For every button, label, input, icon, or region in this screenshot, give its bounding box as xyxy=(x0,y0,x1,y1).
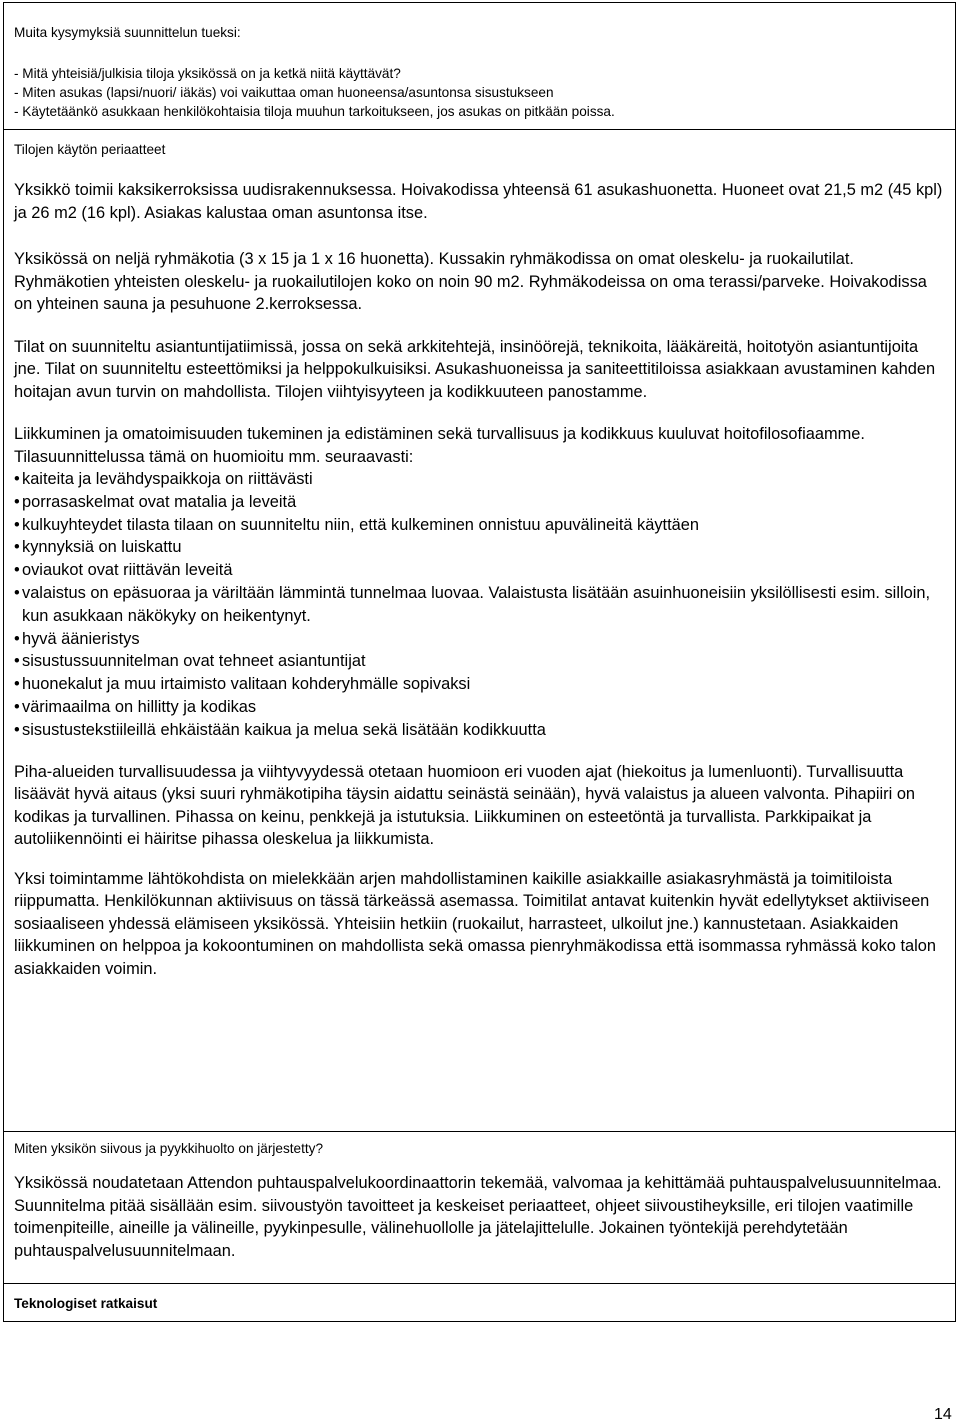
page-number: 14 xyxy=(934,1406,952,1423)
list-item: • hyvä äänieristys xyxy=(14,628,945,651)
planning-questions-cell xyxy=(3,2,956,130)
cleaning-heading: Miten yksikön siivous ja pyykkihuolto on järjestetty? xyxy=(14,1141,324,1156)
list-item: • oviaukot ovat riittävän leveitä xyxy=(14,559,945,582)
technology-cell xyxy=(3,1284,956,1322)
list-item: • värimaailma on hillitty ja kodikas xyxy=(14,696,945,719)
list-item: • sisustustekstiileillä ehkäistään kaikua ja melua sekä lisätään kodikkuutta xyxy=(14,719,945,742)
premises-paragraph-6: Yksi toimintamme lähtökohdista on mielekkään arjen mahdollistaminen kaikille asiakkaille asiakasryhmästä ja toimitiloista riippumatta. Henkilökunnan aktiivisuus on tässä tärkeässä asemassa. Toimitilat antavat kuitenkin hyvät edellytykset aktiiviseen sosiaaliseen yhdessä elämiseen yksikössä. Yhteisiin hetkiin (ruokailut, harrasteet, ulkoilut jne.) kannustetaan. Asiakkaiden liikkuminen on helppoa ja kokoontuminen on mahdollista sekä omassa pienryhmäkodissa että isommassa ryhmässä koko talon asiakkaiden voimin. xyxy=(14,869,936,978)
planning-line-3: - Käytetäänkö asukkaan henkilökohtaisia tiloja muuhun tarkoitukseen, jos asukas on pitkään poissa. xyxy=(14,104,615,119)
planning-heading: Muita kysymyksiä suunnittelun tueksi: xyxy=(14,25,241,40)
premises-paragraph-5: Piha-alueiden turvallisuudessa ja viihtyvyydessä otetaan huomioon eri vuoden ajat (hiekoitus ja lumenluonti). Turvallisuutta lisäävät hyvä aitaus (yksi suuri ryhmäkotipiha täysin aidattu seinästä seinään), hyvä valaistus ja alueen valvonta. Pihapiiri on kodikas ja turvallinen. Pihassa on keinu, penkkejä ja istutuksia. Liikkuminen on esteetöntä ja turvallista. Parkkipaikat ja autoliikennöinti ei häiritse pihassa oleskelua ja liikkumista. xyxy=(14,762,916,849)
list-item: • porrasaskelmat ovat matalia ja leveitä xyxy=(14,491,945,514)
premises-bullet-list xyxy=(14,468,945,742)
list-item: • valaistus on epäsuoraa ja väriltään lämmintä tunnelmaa luovaa. Valaistusta lisätään asuinhuoneisiin yksilöllisesti esim. silloin, kun asukkaan näkökyky on heikentynyt. xyxy=(14,582,945,628)
premises-paragraph-1: Yksikkö toimii kaksikerroksissa uudisrakennuksessa. Hoivakodissa yhteensä 61 asukashuonetta. Huoneet ovat 21,5 m2 (45 kpl) ja 26 m2 (16 kpl). Asiakas kalustaa oman asuntonsa itse. xyxy=(14,181,943,222)
list-item: • kulkuyhteydet tilasta tilaan on suunniteltu niin, että kulkeminen onnistuu apuvälineitä käyttäen xyxy=(14,514,945,537)
list-item: • kynnyksiä on luiskattu xyxy=(14,536,945,559)
list-item: • huonekalut ja muu irtaimisto valitaan kohderyhmälle sopivaksi xyxy=(14,673,945,696)
premises-cell xyxy=(3,130,956,1132)
document-frame xyxy=(3,2,956,1322)
planning-line-2: - Miten asukas (lapsi/nuori/ iäkäs) voi vaikuttaa oman huoneensa/asuntonsa sisustukseen xyxy=(14,85,554,100)
list-item: • kaiteita ja levähdyspaikkoja on riittävästi xyxy=(14,468,945,491)
list-item: • sisustussuunnitelman ovat tehneet asiantuntijat xyxy=(14,650,945,673)
cleaning-paragraph: Yksikössä noudatetaan Attendon puhtauspalvelukoordinaattorin tekemää, valvomaa ja kehittämää puhtauspalvelusuunnitelmaa. Suunnitelma pitää sisällään esim. siivoustyön tavoitteet ja keskeiset periaatteet, ohjeet siivoustiheyksille, eri tilojen vaatimille toimenpiteille, aineille ja välineille, pyykinpesulle, välinehuollolle ja jätelajittelulle. Jokainen työntekijä perehdytetään puhtauspalvelusuunnitelmaan. xyxy=(14,1174,942,1260)
premises-heading: Tilojen käytön periaatteet xyxy=(14,142,166,157)
premises-paragraph-4: Liikkuminen ja omatoimisuuden tukeminen ja edistäminen sekä turvallisuus ja kodikkuus kuuluvat hoitofilosofiaamme. Tilasuunnittelussa tämä on huomioitu mm. seuraavasti: xyxy=(14,425,865,466)
technology-heading: Teknologiset ratkaisut xyxy=(14,1296,158,1311)
planning-line-1: - Mitä yhteisiä/julkisia tiloja yksikössä on ja ketkä niitä käyttävät? xyxy=(14,66,401,81)
premises-paragraph-2: Yksikössä on neljä ryhmäkotia (3 x 15 ja 1 x 16 huonetta). Kussakin ryhmäkodissa on omat oleskelu- ja ruokailutilat. Ryhmäkotien yhteisten oleskelu- ja ruokailutilojen koko on noin 90 m2. Ryhmäkodeissa on oma terassi/parveke. Hoivakodissa on yhteinen sauna ja pesuhuone 2.kerroksessa. xyxy=(14,250,927,313)
premises-paragraph-3: Tilat on suunniteltu asiantuntijatiimissä, jossa on sekä arkkitehtejä, insinöörejä, teknikoita, lääkäreitä, hoitotyön asiantuntijoita jne. Tilat on suunniteltu esteettömiksi ja helppokulkuisiksi. Asukashuoneissa ja saniteettitiloissa asiakkaan avustaminen kahden hoitajan avun turvin on mahdollista. Tilojen viihtyisyyteen ja kodikkuuteen panostamme. xyxy=(14,337,936,401)
cleaning-cell xyxy=(3,1132,956,1284)
